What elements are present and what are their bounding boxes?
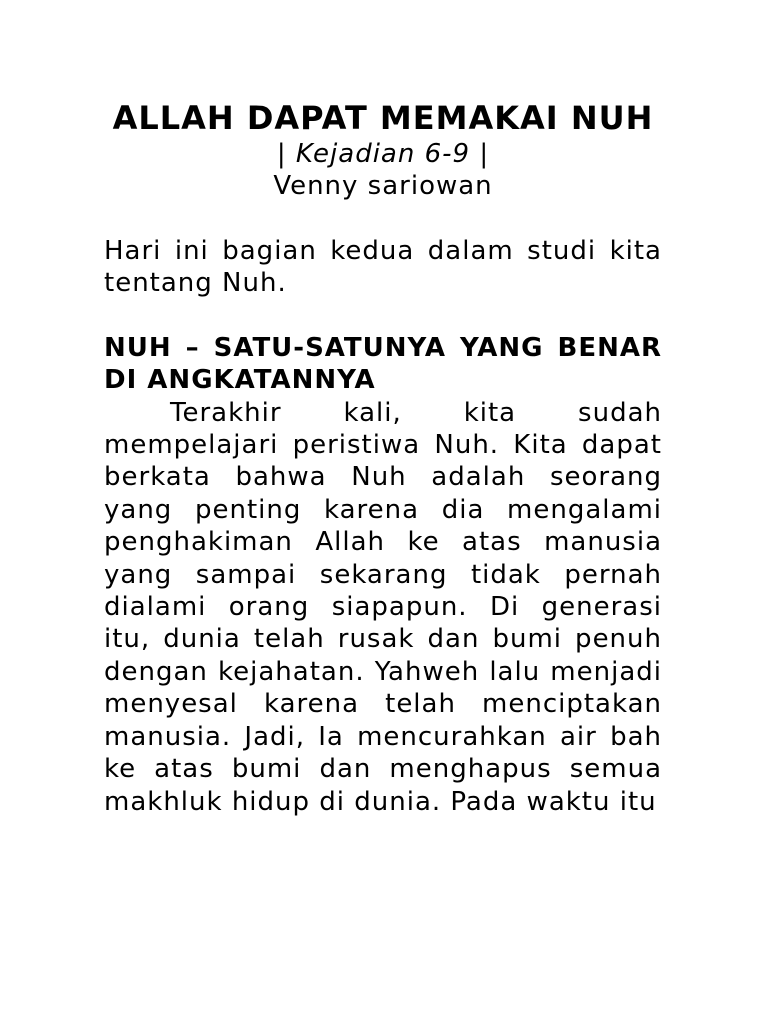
intro-paragraph: Hari ini bagian kedua dalam studi kita tentang Nuh.: [104, 236, 662, 299]
blank-line: [104, 300, 662, 332]
document-title: ALLAH DAPAT MEMAKAI NUH: [112, 99, 654, 137]
author-name: Venny sariowan: [273, 171, 493, 201]
scripture-reference: [104, 138, 662, 170]
document-page: [104, 96, 662, 887]
blank-line: [104, 203, 662, 235]
reference-suffix: |: [470, 139, 490, 169]
reference-prefix: |: [276, 139, 296, 169]
section-heading: NUH – SATU-SATUNYA YANG BENAR DI ANGKATANNYA: [104, 332, 662, 396]
reference-text: Kejadian 6-9: [295, 139, 471, 169]
section-body-paragraph: Terakhir kali, kita sudah mempelajari peristiwa Nuh. Kita dapat berkata bahwa Nuh adalah seorang yang penting karena dia mengalami penghakiman Allah ke atas manusia yang sampai sekarang tidak pernah dialami orang siapapun. Di generasi itu, dunia telah rusak dan bumi penuh dengan kejahatan. Yahweh lalu menjadi menyesal karena telah menciptakan manusia. Jadi, Ia mencurahkan air bah ke atas bumi dan menghapus semua makhluk hidup di dunia. Pada waktu itu: [104, 397, 662, 817]
